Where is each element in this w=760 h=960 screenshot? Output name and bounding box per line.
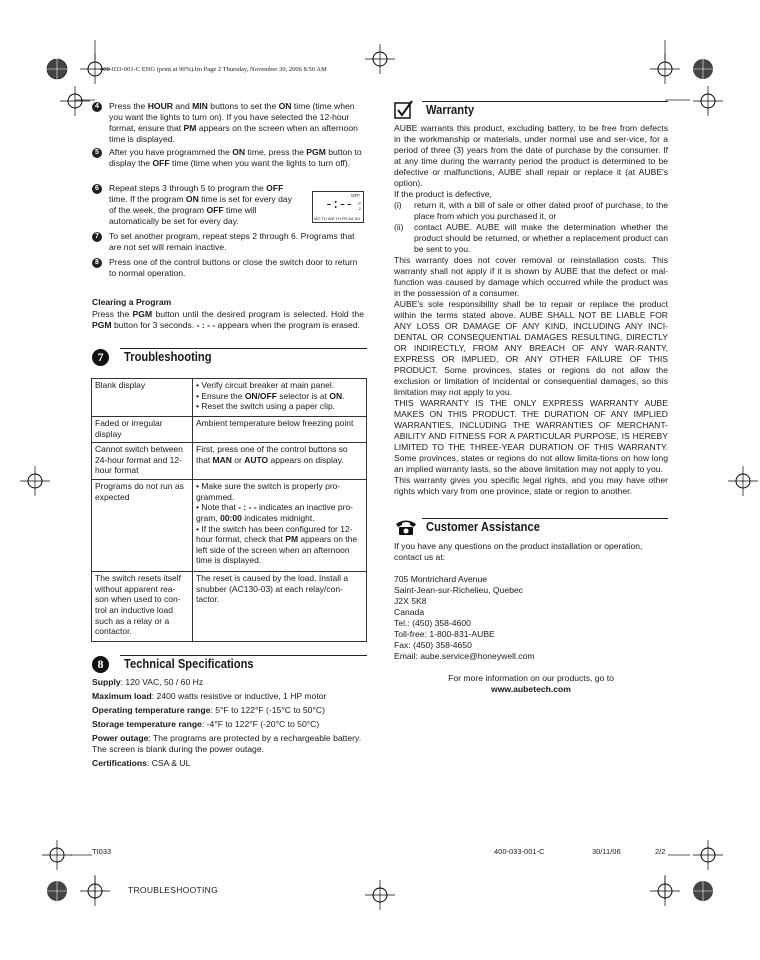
assistance-intro: If you have any questions on the product installation or operation, contact us at: xyxy=(394,541,643,562)
table-row xyxy=(92,417,367,443)
warranty-paragraph: THIS WARRANTY IS THE ONLY EXPRESS WARRANTY AUBE MAKES ON THIS PRODUCT. THE DURATION OF ANY IMPLIED WARRANTIES, INCLUDING THE WARRANTIES OF MERCHANT-ABILITY AND FITNESS FOR A PARTICULAR PURPOSE, IS HEREBY LIMITED TO THE THREE-YEAR DURATION OF THIS WARRANTY. Some provinces, states or regions do not allow limita-tions on how long an implied warranty lasts, so the above limitation may not apply to you. xyxy=(394,398,668,474)
section-rule xyxy=(120,348,367,349)
toll-free-line: Toll-free: 1-800-831-AUBE xyxy=(394,629,495,639)
crosshair-icon xyxy=(80,876,110,906)
step-number: 4 xyxy=(92,102,102,112)
crosshair-icon xyxy=(688,54,718,84)
lcd-side-label: P xyxy=(358,201,361,206)
clearing-title: Clearing a Program xyxy=(92,297,172,307)
lcd-side-label: 2 xyxy=(358,206,361,211)
crosshair-icon xyxy=(60,86,90,116)
spec-item: Certifications: CSA & UL xyxy=(92,758,191,768)
table-row xyxy=(92,572,367,642)
warranty-paragraph: This warranty gives you specific legal rights, and you may have other rights which vary from one province, state or region to another. xyxy=(394,475,668,496)
step-number: 7 xyxy=(92,232,102,242)
step-text: Press the HOUR and MIN buttons to set the ON time (time when you want the lights to turn on). If you have selected the 12-hour format, ensure that PM appears on the screen when an afternoon time is displayed. xyxy=(109,101,358,144)
solution-cell: • Make sure the switch is properly pro-grammed. • Note that - : - - indicates an inactive pro-gram, 00:00 indicates midnight. • If the switch has been configured for 12-hour format, check that PM appears on the left side of the screen when an afternoon time is displayed. xyxy=(193,480,367,572)
clearing-text: Press the PGM button until the desired program is selected. Hold the PGM button for 3 seconds. - : - - appears when the program is erased. xyxy=(92,309,364,330)
crosshair-icon xyxy=(650,876,680,906)
troubleshooting-title: Troubleshooting xyxy=(124,349,212,364)
address-line: Canada xyxy=(394,607,425,617)
footer-doc-id: TI033 xyxy=(92,847,112,856)
warranty-title: Warranty xyxy=(426,102,475,117)
website-link[interactable]: www.aubetech.com xyxy=(491,684,571,694)
crosshair-icon xyxy=(728,466,758,496)
email-link[interactable]: Email: aube.service@honeywell.com xyxy=(394,651,535,661)
solution-cell: • Verify circuit breaker at main panel. • Ensure the ON/OFF selector is at ON. • Reset the switch using a paper clip. xyxy=(193,379,367,417)
crosshair-icon xyxy=(42,54,72,84)
more-info-text: For more information on our products, go to xyxy=(448,673,614,683)
step-text: After you have programmed the ON time, press the PGM button to display the OFF time (time when you want the lights to turn off). xyxy=(109,147,362,168)
crosshair-icon xyxy=(365,44,395,74)
crosshair-icon xyxy=(693,86,723,116)
footer-date: 30/11/06 xyxy=(592,847,621,856)
problem-cell: Cannot switch between 24-hour format and 12-hour format xyxy=(92,443,193,480)
problem-cell: Faded or irregular display xyxy=(92,417,193,443)
spec-item: Supply: 120 VAC, 50 / 60 Hz xyxy=(92,677,204,687)
problem-cell: Programs do not run as expected xyxy=(92,480,193,572)
fax-line: Fax: (450) 358-4650 xyxy=(394,640,472,650)
problem-cell: The switch resets itself without apparent rea-son when used to con-trol an inductive load such as a relay or a contactor. xyxy=(92,572,193,642)
section-rule xyxy=(422,101,668,102)
table-row xyxy=(92,379,367,417)
lcd-display-illustration xyxy=(312,191,364,223)
crosshair-icon xyxy=(42,876,72,906)
list-item: (i) return it, with a bill of sale or other dated proof of purchase, to the place from which you purchased it, or xyxy=(394,200,668,221)
spec-item: Operating temperature range: 5°F to 122°F (-15°C to 50°C) xyxy=(92,705,325,715)
crosshair-icon xyxy=(20,466,50,496)
footer-section-label: TROUBLESHOOTING xyxy=(128,885,218,895)
spec-item: Maximum load: 2400 watts resistive or inductive, 1 HP motor xyxy=(92,691,327,701)
lcd-days: MO TU WE TH FR SA SU xyxy=(314,216,361,221)
solution-cell: First, press one of the control buttons so that MAN or AUTO appears on display. xyxy=(193,443,367,480)
telephone-icon xyxy=(394,518,418,536)
spec-item: Power outage: The programs are protected by a rechargeable battery. The screen is blank during the power outage. xyxy=(92,733,362,754)
footer-page: 2/2 xyxy=(655,847,666,856)
warranty-paragraph: This warranty does not cover removal or reinstallation costs. This warranty shall not apply if it is shown by AUBE that the defect or mal-function was caused by damage which occurred while the product was in the possession of a consumer. xyxy=(394,255,668,298)
section-rule xyxy=(120,655,367,656)
warranty-paragraph: AUBE warrants this product, excluding battery, to be free from defects in the workmanship or materials, under normal use and ser-vice, for a period of three (3) years from the date of purchase by the consumer. If at any time during the warranty period the product is determined to be defective or malfunctions, AUBE shall repair or replace it (at AUBE's option). xyxy=(394,123,668,188)
specs-title: Technical Specifications xyxy=(124,656,254,671)
step-text: To set another program, repeat steps 2 through 6. Programs that are not set will remain inactive. xyxy=(109,231,355,252)
warranty-paragraph: If the product is defective, xyxy=(394,189,492,199)
phone-line: Tel.: (450) 358-4600 xyxy=(394,618,471,628)
troubleshooting-table xyxy=(91,378,367,642)
solution-cell: Ambient temperature below freezing point xyxy=(193,417,367,443)
lcd-digits: -:-- xyxy=(325,197,353,212)
step-number: 5 xyxy=(92,148,102,158)
step-number: 6 xyxy=(92,184,102,194)
contact-address xyxy=(394,574,668,662)
spec-item: Storage temperature range: -4°F to 122°F (-20°C to 50°C) xyxy=(92,719,320,729)
section-rule xyxy=(422,518,668,519)
assistance-title: Customer Assistance xyxy=(426,519,540,534)
warranty-text xyxy=(394,123,668,497)
crosshair-icon xyxy=(365,880,395,910)
section-number-badge: 8 xyxy=(92,656,109,673)
section-number-badge: 7 xyxy=(92,349,109,366)
lcd-off-label: OFF xyxy=(351,193,360,198)
solution-cell: The reset is caused by the load. Install a snubber (AC130-03) at each relay/con-tactor. xyxy=(193,572,367,642)
step-text: Repeat steps 3 through 5 to program the OFF time. If the program ON time is set for every day of the week, the program OFF time will automatically be set for every day. xyxy=(109,183,292,226)
address-line: J2X 5K8 xyxy=(394,596,427,606)
problem-cell: Blank display xyxy=(92,379,193,417)
address-line: 705 Montrichard Avenue xyxy=(394,574,488,584)
crosshair-icon xyxy=(688,876,718,906)
table-row xyxy=(92,443,367,480)
footer-code: 400-033-001-C xyxy=(494,847,545,856)
checkbox-icon xyxy=(394,100,414,120)
table-row xyxy=(92,480,367,572)
warranty-paragraph: AUBE's sole responsibility shall be to repair or replace the product within the terms stated above. AUBE SHALL NOT BE LIABLE FOR ANY LOSS OR DAMAGE OF ANY KIND, INCLUDING ANY INCI-DENTAL OR CONSEQUENTIAL DAMAGES RESULTING, DIRECTLY OR INDIRECTLY, FROM ANY BREACH OF ANY WAR-RANTY, EXPRESS OR IMPLIED, OR ANY OTHER FAILURE OF THIS PRODUCT. Some provinces, states or regions do not allow the exclusion or limitation of incidental or consequential damages, so this limitation may not apply to you. xyxy=(394,299,668,397)
specs-list xyxy=(92,677,364,772)
file-info-header: 400-033-001-C ENG (print at 90%).fm Page 2 Thursday, November 30, 2006 8:50 AM xyxy=(100,66,327,73)
crosshair-icon xyxy=(693,840,723,870)
step-text: Press one of the control buttons or close the switch door to return to normal operation. xyxy=(109,257,358,278)
step-number: 8 xyxy=(92,258,102,268)
crosshair-icon xyxy=(650,54,680,84)
address-line: Saint-Jean-sur-Richelieu, Quebec xyxy=(394,585,523,595)
list-item: (ii) contact AUBE. AUBE will make the determination whether the product should be returned, or whether a replacement product can be sent to you. xyxy=(394,222,668,254)
crosshair-icon xyxy=(42,840,72,870)
